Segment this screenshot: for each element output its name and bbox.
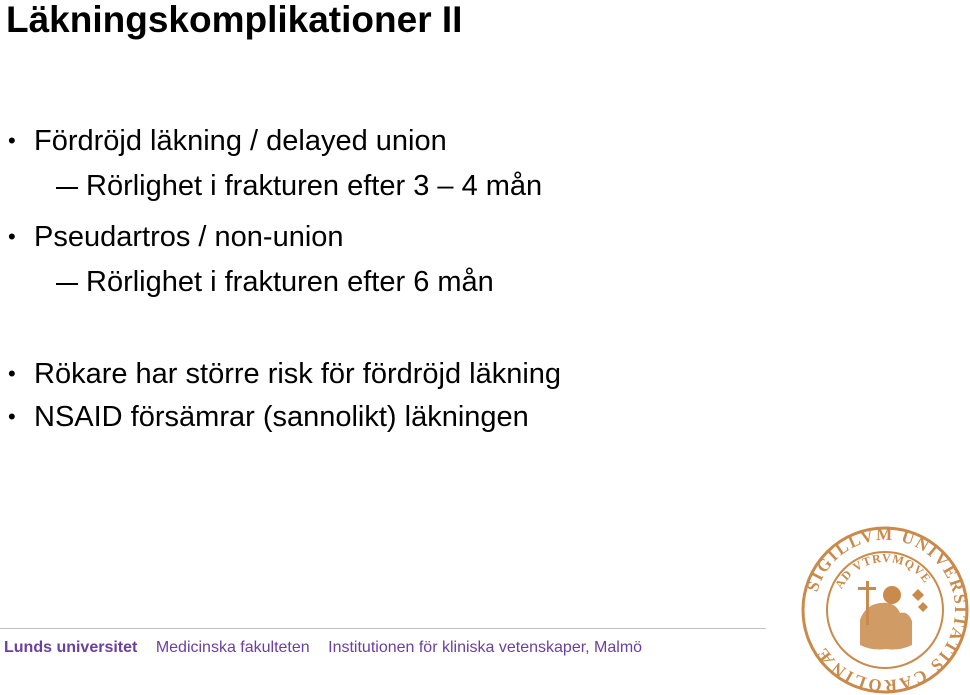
bullet-text: NSAID försämrar (sannolikt) läkningen bbox=[34, 401, 529, 433]
slide-title: Läkningskomplikationer II bbox=[6, 0, 463, 40]
bullet-dot-icon: • bbox=[8, 128, 16, 153]
sub-bullet-text: Rörlighet i frakturen efter 3 – 4 mån bbox=[86, 170, 543, 202]
footer-institute: Institutionen för kliniska vetenskaper, Malmö bbox=[328, 639, 643, 656]
bullet-text: Rökare har större risk för fördröjd läkning bbox=[34, 358, 562, 390]
bullet-dot-icon: • bbox=[8, 224, 16, 249]
seal-inner-text: AD VTRVMQVE bbox=[831, 550, 935, 592]
seal-lion-figure bbox=[858, 581, 928, 650]
bullet-text: Pseudartros / non-union bbox=[34, 221, 344, 253]
bullet-dot-icon: • bbox=[8, 361, 16, 386]
svg-text:AD VTRVMQVE bbox=[832, 551, 934, 591]
lund-university-seal-icon bbox=[800, 525, 970, 695]
seal-outer-text: SIGILLVM UNIVERSITATIS CAROLINÆ bbox=[802, 525, 970, 695]
footer-faculty: Medicinska fakulteten bbox=[155, 639, 310, 656]
footer bbox=[4, 638, 656, 658]
bullet-text: Fördröjd läkning / delayed union bbox=[34, 125, 447, 157]
footer-university: Lunds universitet bbox=[4, 639, 138, 656]
sub-bullet-text: Rörlighet i frakturen efter 6 mån bbox=[86, 266, 494, 298]
bullet-dot-icon: • bbox=[8, 404, 16, 429]
footer-divider bbox=[0, 628, 766, 629]
